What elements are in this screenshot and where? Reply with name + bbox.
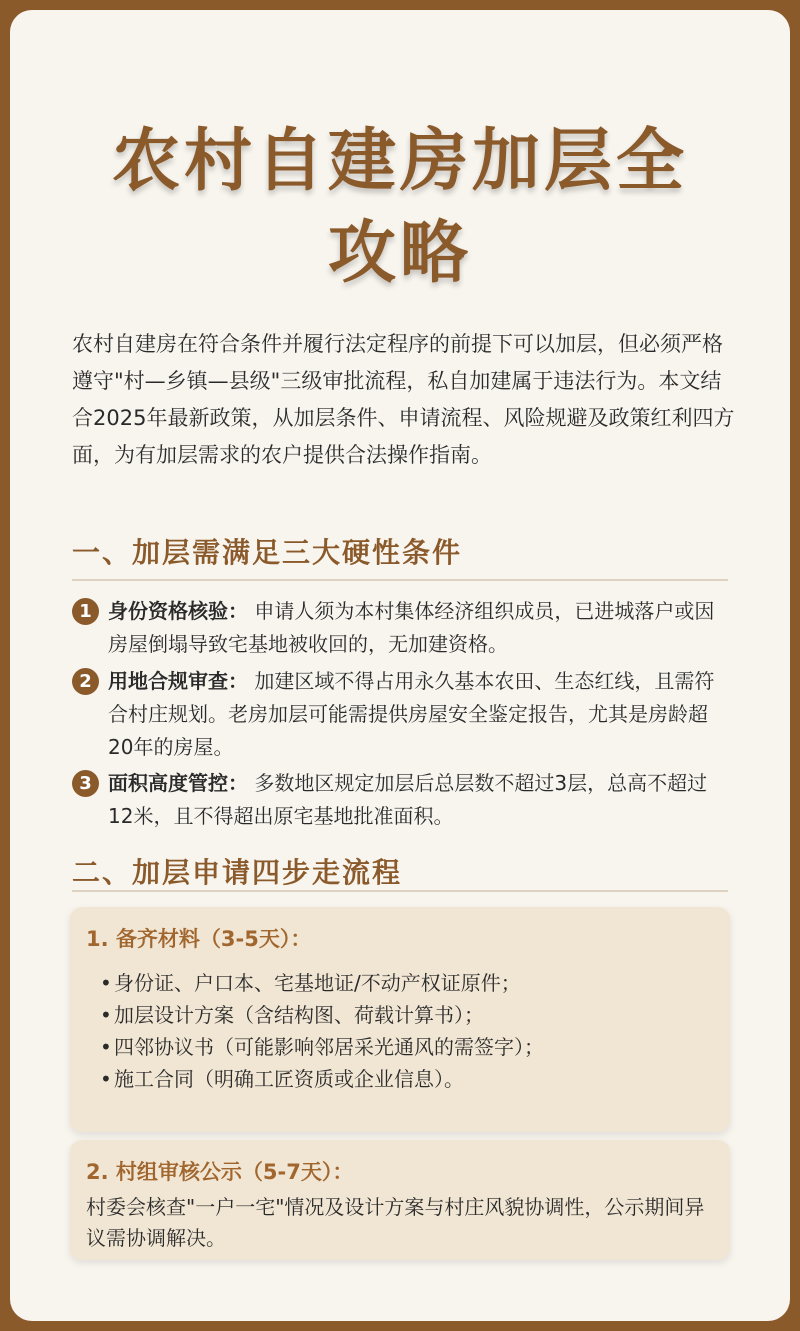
- condition-title-1: 身份资格核验：: [108, 599, 248, 623]
- step-title-1: 1. 备齐材料（3-5天）：: [86, 927, 312, 951]
- page-frame: [10, 10, 790, 1321]
- page-title-line1: 农村自建房加层全: [111, 122, 688, 201]
- number-badge-2: 2: [72, 668, 99, 695]
- list-item: • 施工合同（明确工匠资质或企业信息）。: [100, 1067, 464, 1091]
- step-card-2: [70, 1140, 730, 1260]
- step-title-2: 2. 村组审核公示（5-7天）：: [86, 1160, 354, 1184]
- condition-text-3: 多数地区规定加层后总层数不超过3层，总高不超过12米，且不得超出原宅基地批准面积。: [108, 771, 708, 828]
- condition-item-1: [72, 595, 732, 661]
- condition-title-2: 用地合规审查：: [108, 669, 248, 693]
- section2-heading: 二、加层申请四步走流程: [72, 856, 403, 889]
- condition-title-3: 面积高度管控：: [108, 771, 248, 795]
- page-title-line2: 攻略: [327, 214, 472, 293]
- condition-item-2: [72, 665, 732, 764]
- step-text-2: 村委会核查"一户一宅"情况及设计方案与村庄风貌协调性，公示期间异议需协调解决。: [86, 1195, 705, 1250]
- number-badge-1: 1: [72, 598, 99, 625]
- condition-text-1: 申请人须为本村集体经济组织成员，已进城落户或因房屋倒塌导致宅基地被收回的，无加建资格。: [108, 599, 715, 656]
- section1-divider: [72, 579, 728, 581]
- number-badge-3: 3: [72, 770, 99, 797]
- page-title: [10, 116, 790, 300]
- condition-text-2: 加建区域不得占用永久基本农田、生态红线，且需符合村庄规划。老房加层可能需提供房屋安全鉴定报告，尤其是房龄超20年的房屋。: [108, 669, 715, 759]
- condition-item-3: [72, 767, 732, 833]
- materials-list: [100, 967, 544, 1095]
- step-card-1: [70, 907, 730, 1132]
- section1-heading: 一、加层需满足三大硬性条件: [72, 536, 463, 569]
- intro-paragraph: 农村自建房在符合条件并履行法定程序的前提下可以加层，但必须严格遵守"村—乡镇—县级"三级审批流程，私自加建属于违法行为。本文结合2025年最新政策，从加层条件、申请流程、风险规避及政策红利四方面，为有加层需求的农户提供合法操作指南。: [72, 332, 735, 467]
- list-item: • 加层设计方案（含结构图、荷载计算书）；: [100, 1003, 484, 1027]
- section2-divider: [72, 890, 728, 892]
- list-item: • 四邻协议书（可能影响邻居采光通风的需签字）；: [100, 1035, 544, 1059]
- list-item: • 身份证、户口本、宅基地证/不动产权证原件；: [100, 971, 521, 995]
